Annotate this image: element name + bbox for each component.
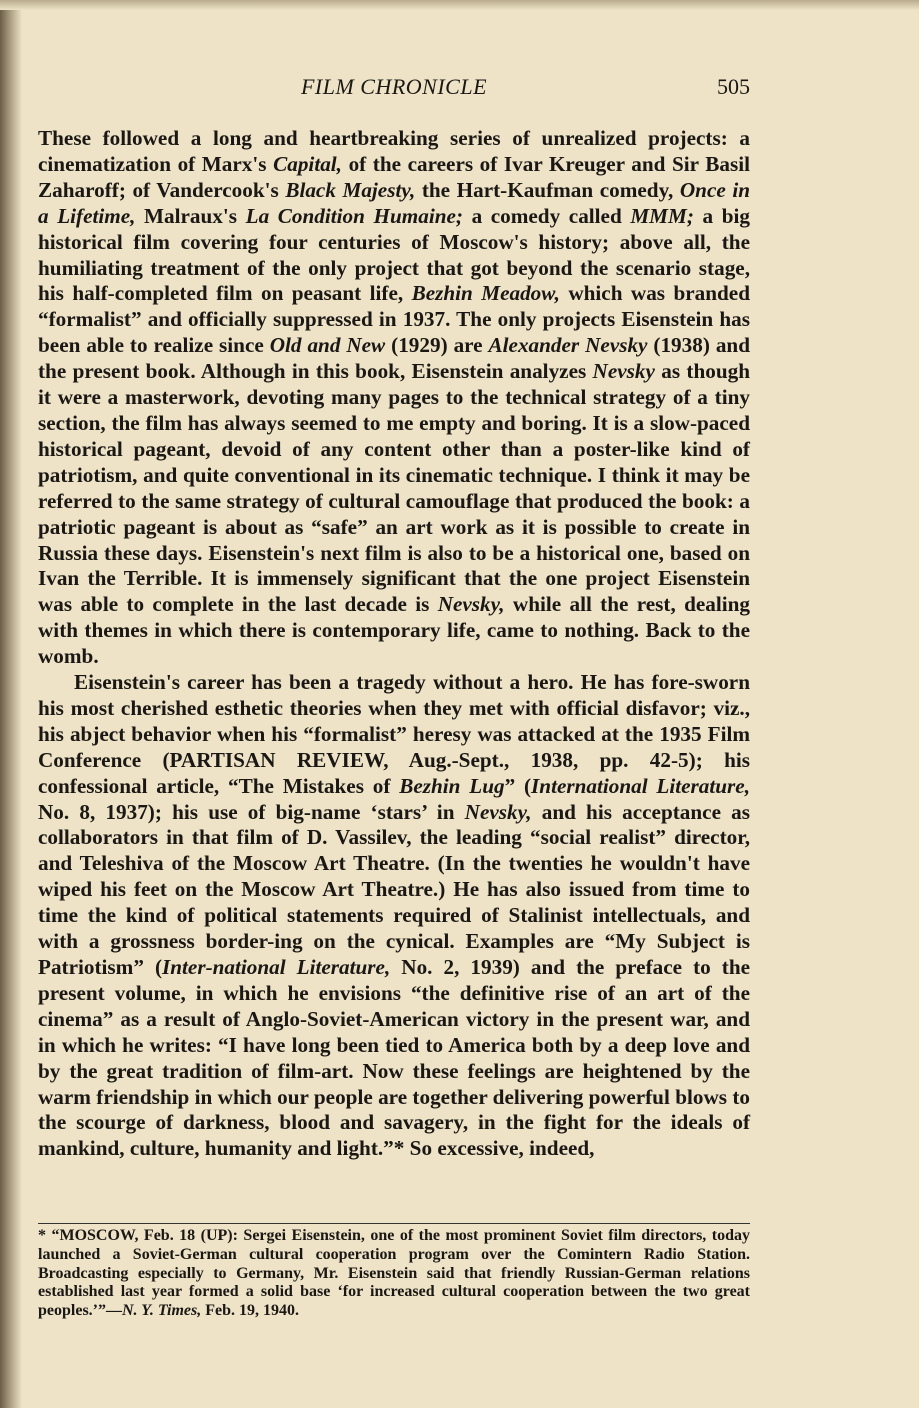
italic-title-text: Once in a Lifetime, bbox=[38, 177, 751, 228]
italic-title-text: Nevsky bbox=[592, 359, 655, 384]
italic-title-text: Inter-national Literature, bbox=[162, 955, 391, 979]
text-run: (1929) are bbox=[385, 333, 489, 358]
italic-title-text: MMM; bbox=[630, 203, 694, 228]
text-run: * “MOSCOW, Feb. 18 (UP): Sergei Eisenstein, one of the most prominent Soviet film directors, today launched a Soviet-German cultural cooperation program over the Comintern Radio Station. Broadcasting especially to Germany, Mr. Eisenstein said that friendly Russian-German relations established last year formed a solid base ‘for increased cultural cooperation between the two great peoples.’”— bbox=[38, 1227, 750, 1320]
text-run: No. 8, 1937); his use of big-name ‘stars’ in bbox=[38, 799, 465, 824]
footnote-text bbox=[38, 1227, 750, 1321]
text-run: and his acceptance as collaborators in that film of D. Vassilev, the leading “social realist” director, and Teleshiva of the Moscow Art Theatre. (In the twenties he wouldn't have wiped his feet on the Moscow Art Theatre.) He has also issued from time to time the kind of political statements required of Stalinist intellectuals, and with a grossness border-ing on the cynical. Examples are “My Subject is Patriotism” ( bbox=[38, 799, 750, 979]
paragraph bbox=[38, 126, 750, 670]
text-run: of the careers of Ivar Kreuger and Sir Basil Zaharoff; of Vandercook's bbox=[38, 151, 750, 202]
text-run: while all the rest, dealing with themes in which there is contemporary life, came to nothing. Back to the womb. bbox=[38, 592, 750, 669]
text-run: Feb. 19, 1940. bbox=[201, 1302, 300, 1320]
text-run: Eisenstein's career has been a tragedy without a hero. He has fore-sworn his most cherished esthetic theories when they met with official disfavor; viz., his abject behavior when his “formalist” heresy was attacked at the 1935 Film Conference (PARTISAN REVIEW, Aug.-Sept., 1938, pp. 42-5); his confessional article, “The Mistakes of bbox=[38, 670, 750, 798]
running-title: FILM CHRONICLE bbox=[300, 74, 488, 99]
text-run: a comedy called bbox=[462, 203, 631, 228]
body-text bbox=[38, 126, 750, 1162]
text-run: No. 2, 1939) and the preface to the present volume, in which he envisions “the definitive rise of an art of the cinema” as a result of Anglo-Soviet-American victory in the present war, and in which he writes: “I have long been tied to America both by a deep love and by the great tradition of film-art. Now these feelings are heightened by the warm friendship in which our people are together delivering powerful blows to the scourge of darkness, blood and savagery, in the fight for the ideals of mankind, culture, humanity and light.”* So excessive, indeed, bbox=[38, 955, 750, 1161]
paragraph bbox=[38, 670, 750, 1162]
italic-title-text: Bezhin Lug bbox=[399, 773, 505, 798]
italic-title-text: La Condition Humaine; bbox=[245, 203, 463, 228]
text-run: These followed a long and heartbreaking series of unrealized projects: a cinematization of Marx's bbox=[38, 126, 750, 176]
footnote bbox=[38, 1223, 750, 1321]
text-run: the Hart-Kaufman comedy, bbox=[415, 177, 680, 202]
italic-title-text: N. Y. Times, bbox=[122, 1302, 202, 1320]
italic-title-text: Bezhin Meadow, bbox=[411, 281, 560, 306]
text-run: a big historical film covering four centuries of Moscow's history; above all, the humiliating treatment of the only project that got beyond the scenario stage, his half-completed film on peasant life, bbox=[38, 203, 750, 306]
page-gutter-shadow bbox=[0, 0, 22, 1408]
text-run: as though it were a masterwork, devoting many pages to the technical strategy of a tiny section, the film has always seemed to me empty and boring. It is a slow-paced historical pageant, devoid of any content other than a poster-like kind of patriotism, and quite conventional in its cinematic technique. I think it may be referred to the same strategy of cultural camouflage that produced the book: a patriotic pageant is about as “safe” an art work as it is possible to create in Russia these days. Eisenstein's next film is also to be a historical one, based on Ivan the Terrible. It is immensely significant that the one project Eisenstein was able to complete in the last decade is bbox=[38, 359, 750, 617]
italic-title-text: International Literature, bbox=[531, 773, 750, 798]
text-run: Malraux's bbox=[135, 203, 246, 228]
page-number: 505 bbox=[717, 74, 750, 99]
text-run: (1938) and the present book. Although in this book, Eisenstein analyzes bbox=[38, 333, 750, 384]
italic-title-text: Capital, bbox=[273, 151, 342, 176]
italic-title-text: Black Majesty, bbox=[285, 177, 416, 202]
text-run: ” ( bbox=[504, 773, 532, 798]
italic-title-text: Old and New bbox=[269, 333, 386, 358]
italic-title-text: Nevsky, bbox=[464, 799, 532, 824]
italic-title-text: Nevsky, bbox=[437, 592, 505, 617]
running-header bbox=[38, 74, 750, 108]
italic-title-text: Alexander Nevsky bbox=[488, 333, 648, 358]
text-run: which was branded “formalist” and officially suppressed in 1937. The only projects Eisenstein has been able to realize since bbox=[38, 281, 750, 358]
page-top-edge bbox=[0, 0, 919, 10]
